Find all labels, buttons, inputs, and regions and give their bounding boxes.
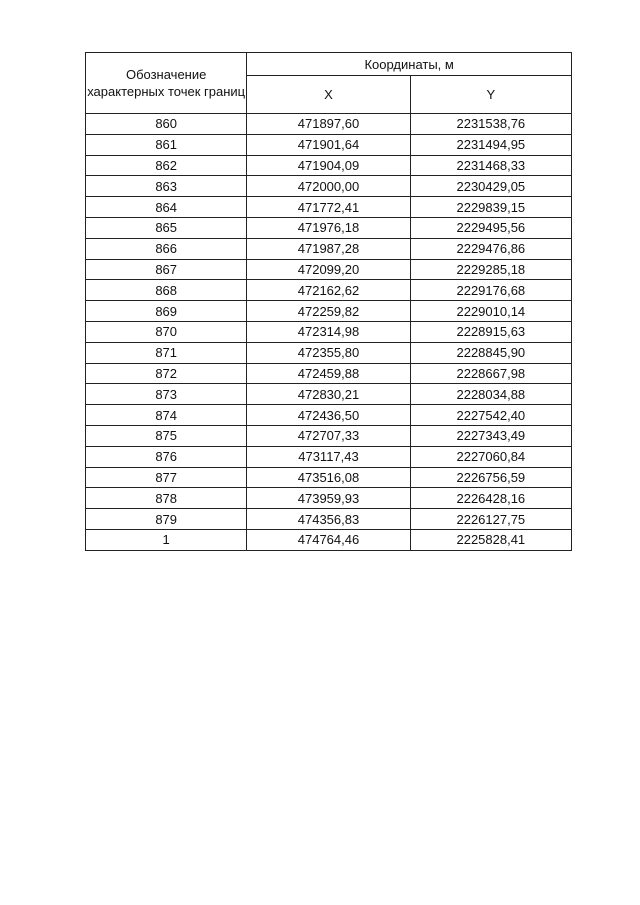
header-y: Y — [410, 76, 571, 114]
table-row — [86, 384, 572, 405]
cell-x: 472830,21 — [247, 384, 410, 405]
table-row — [86, 217, 572, 238]
table-row — [86, 176, 572, 197]
cell-y: 2229285,18 — [410, 259, 571, 280]
cell-y: 2227343,49 — [410, 425, 571, 446]
cell-point: 874 — [86, 405, 247, 426]
header-point-designation: Обозначение характерных точек границ — [86, 53, 247, 114]
cell-x: 473959,93 — [247, 488, 410, 509]
cell-x: 472436,50 — [247, 405, 410, 426]
cell-x: 471904,09 — [247, 155, 410, 176]
table-body — [86, 114, 572, 551]
cell-x: 471901,64 — [247, 134, 410, 155]
cell-y: 2229010,14 — [410, 301, 571, 322]
table-row — [86, 488, 572, 509]
cell-point: 860 — [86, 114, 247, 135]
cell-x: 472355,80 — [247, 342, 410, 363]
table-row — [86, 405, 572, 426]
table-row — [86, 342, 572, 363]
header-x: X — [247, 76, 410, 114]
table-row — [86, 301, 572, 322]
cell-point: 876 — [86, 446, 247, 467]
cell-point: 875 — [86, 425, 247, 446]
cell-x: 471976,18 — [247, 217, 410, 238]
table-row — [86, 363, 572, 384]
cell-point: 878 — [86, 488, 247, 509]
cell-y: 2231468,33 — [410, 155, 571, 176]
cell-y: 2227542,40 — [410, 405, 571, 426]
table-row — [86, 321, 572, 342]
table-row — [86, 425, 572, 446]
cell-x: 473516,08 — [247, 467, 410, 488]
header-row-group — [86, 53, 572, 76]
cell-y: 2228845,90 — [410, 342, 571, 363]
cell-y: 2231494,95 — [410, 134, 571, 155]
coordinates-table — [85, 52, 572, 551]
cell-y: 2231538,76 — [410, 114, 571, 135]
table-row — [86, 197, 572, 218]
cell-x: 472459,88 — [247, 363, 410, 384]
cell-point: 877 — [86, 467, 247, 488]
cell-y: 2229495,56 — [410, 217, 571, 238]
cell-y: 2227060,84 — [410, 446, 571, 467]
cell-x: 472000,00 — [247, 176, 410, 197]
header-coordinates: Координаты, м — [247, 53, 572, 76]
cell-point: 866 — [86, 238, 247, 259]
table-row — [86, 114, 572, 135]
cell-point: 864 — [86, 197, 247, 218]
cell-point: 861 — [86, 134, 247, 155]
table-row — [86, 280, 572, 301]
cell-point: 865 — [86, 217, 247, 238]
cell-x: 472314,98 — [247, 321, 410, 342]
cell-x: 471897,60 — [247, 114, 410, 135]
cell-y: 2226127,75 — [410, 509, 571, 530]
cell-point: 868 — [86, 280, 247, 301]
cell-x: 472259,82 — [247, 301, 410, 322]
cell-y: 2228915,63 — [410, 321, 571, 342]
cell-point: 879 — [86, 509, 247, 530]
cell-x: 474764,46 — [247, 529, 410, 550]
table-row — [86, 529, 572, 550]
cell-x: 473117,43 — [247, 446, 410, 467]
cell-x: 472707,33 — [247, 425, 410, 446]
cell-y: 2229176,68 — [410, 280, 571, 301]
cell-x: 472099,20 — [247, 259, 410, 280]
cell-x: 472162,62 — [247, 280, 410, 301]
table-row — [86, 259, 572, 280]
cell-y: 2230429,05 — [410, 176, 571, 197]
table-header — [86, 53, 572, 114]
cell-y: 2228667,98 — [410, 363, 571, 384]
cell-x: 474356,83 — [247, 509, 410, 530]
cell-point: 863 — [86, 176, 247, 197]
cell-x: 471987,28 — [247, 238, 410, 259]
cell-y: 2229476,86 — [410, 238, 571, 259]
cell-y: 2228034,88 — [410, 384, 571, 405]
cell-x: 471772,41 — [247, 197, 410, 218]
cell-point: 872 — [86, 363, 247, 384]
cell-point: 870 — [86, 321, 247, 342]
table-row — [86, 509, 572, 530]
cell-point: 1 — [86, 529, 247, 550]
table-row — [86, 134, 572, 155]
table-row — [86, 467, 572, 488]
cell-point: 867 — [86, 259, 247, 280]
cell-y: 2226428,16 — [410, 488, 571, 509]
cell-point: 873 — [86, 384, 247, 405]
table-row — [86, 446, 572, 467]
table-row — [86, 238, 572, 259]
cell-y: 2226756,59 — [410, 467, 571, 488]
cell-point: 862 — [86, 155, 247, 176]
cell-y: 2229839,15 — [410, 197, 571, 218]
cell-point: 871 — [86, 342, 247, 363]
cell-y: 2225828,41 — [410, 529, 571, 550]
table-row — [86, 155, 572, 176]
cell-point: 869 — [86, 301, 247, 322]
